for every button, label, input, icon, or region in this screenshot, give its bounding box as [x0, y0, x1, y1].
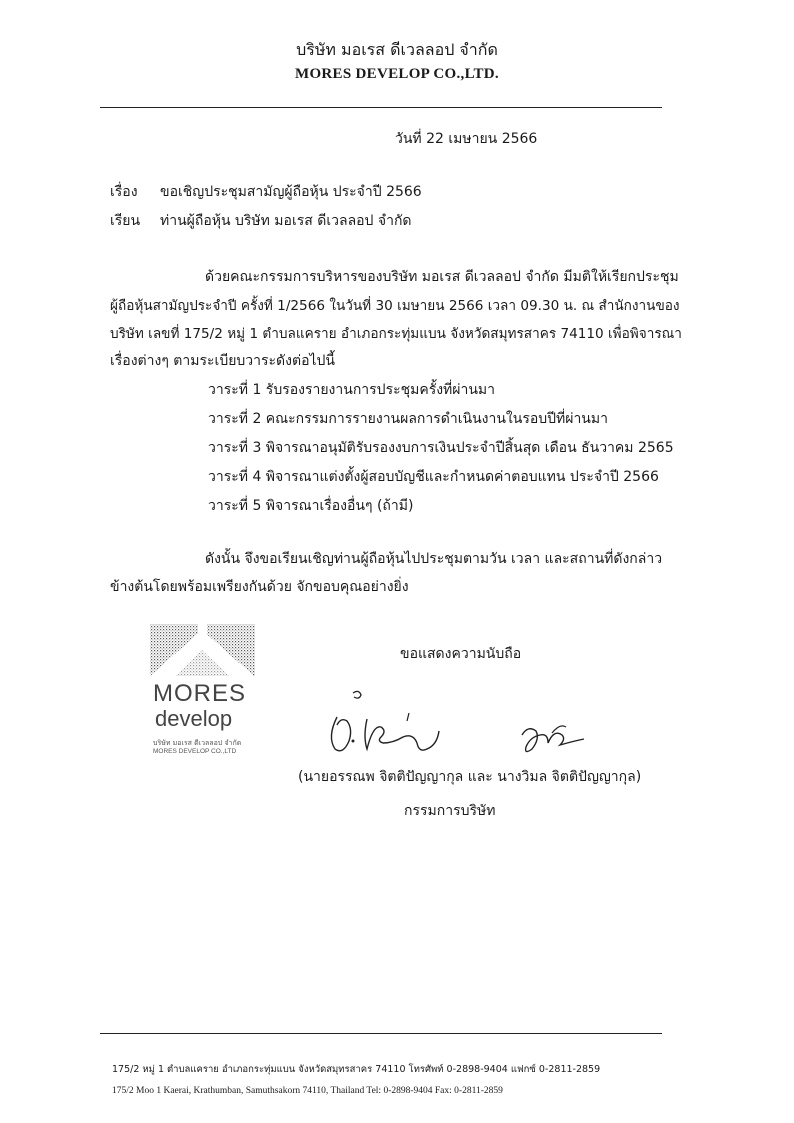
- body-line-3: บริษัท เลขที่ 175/2 หมู่ 1 ตำบลแคราย อำเภอกระทุ่มแบน จังหวัดสมุทรสาคร 74110 เพื่อพิจารณา: [110, 326, 682, 342]
- logo-word-develop: develop: [155, 706, 233, 731]
- agenda-item-3: วาระที่ 3 พิจารณาอนุมัติรับรองงบการเงินประจำปีสิ้นสุด เดือน ธันวาคม 2565: [208, 440, 674, 456]
- header-divider: [100, 107, 662, 108]
- agenda-item-5: วาระที่ 5 พิจารณาเรื่องอื่นๆ (ถ้ามี): [208, 498, 414, 514]
- logo-word-mores: MORES: [153, 680, 247, 707]
- agenda-item-4: วาระที่ 4 พิจารณาแต่งตั้งผู้สอบบัญชีและกำหนดค่าตอบแทน ประจำปี 2566: [208, 469, 659, 485]
- logo-caption-english: MORES DEVELOP CO.,LTD: [153, 748, 237, 755]
- letter-date: วันที่ 22 เมษายน 2566: [395, 131, 538, 147]
- logo-mark-icon: [145, 620, 265, 680]
- recipient-text: ท่านผู้ถือหุ้น บริษัท มอเรส ดีเวลลอป จำกัด: [160, 213, 412, 229]
- footer-address-english: 175/2 Moo 1 Kaerai, Krathumban, Samuthsakorn 74110, Thailand Tel: 0-2898-9404 Fax: 0-2811-2859: [112, 1086, 503, 1096]
- company-logo: [145, 620, 265, 770]
- sign-off: ขอแสดงความนับถือ: [400, 646, 522, 662]
- signer-title: กรรมการบริษัท: [404, 803, 496, 819]
- subject-text: ขอเชิญประชุมสามัญผู้ถือหุ้น ประจำปี 2566: [160, 184, 422, 200]
- recipient-label: เรียน: [110, 213, 141, 229]
- footer-address-thai: 175/2 หมู่ 1 ตำบลแคราย อำเภอกระทุ่มแบน จังหวัดสมุทรสาคร 74110 โทรศัพท์ 0-2898-9404 แฟกซ์ 0-2811-2859: [112, 1064, 601, 1075]
- signature-1-icon: [315, 685, 455, 760]
- logo-caption-thai: บริษัท มอเรส ดีเวลลอป จำกัด: [153, 739, 242, 747]
- closing-line-2: ข้างต้นโดยพร้อมเพรียงกันด้วย จักขอบคุณอย่างยิ่ง: [110, 579, 409, 595]
- subject-label: เรื่อง: [110, 184, 138, 200]
- body-line-1: ด้วยคณะกรรมการบริหารของบริษัท มอเรส ดีเวลลอป จำกัด มีมติให้เรียกประชุม: [205, 269, 679, 285]
- agenda-item-2: วาระที่ 2 คณะกรรมการรายงานผลการดำเนินงานในรอบปีที่ผ่านมา: [208, 411, 608, 427]
- signature-2-icon: [512, 715, 602, 760]
- company-name-thai: บริษัท มอเรส ดีเวลลอป จำกัด: [296, 40, 498, 59]
- signer-names: (นายอรรณพ จิตติปัญญากุล และ นางวิมล จิตติปัญญากุล): [298, 769, 642, 785]
- company-name-english: MORES DEVELOP CO.,LTD.: [294, 66, 499, 82]
- agenda-item-1: วาระที่ 1 รับรองรายงานการประชุมครั้งที่ผ่านมา: [208, 382, 496, 398]
- body-line-4: เรื่องต่างๆ ตามระเบียบวาระดังต่อไปนี้: [110, 353, 335, 369]
- footer-divider: [100, 1033, 662, 1034]
- body-line-2: ผู้ถือหุ้นสามัญประจำปี ครั้งที่ 1/2566 ในวันที่ 30 เมษายน 2566 เวลา 09.30 น. ณ สำนักงานของ: [110, 298, 680, 314]
- closing-line-1: ดังนั้น จึงขอเรียนเชิญท่านผู้ถือหุ้นไปประชุมตามวัน เวลา และสถานที่ดังกล่าว: [205, 551, 663, 567]
